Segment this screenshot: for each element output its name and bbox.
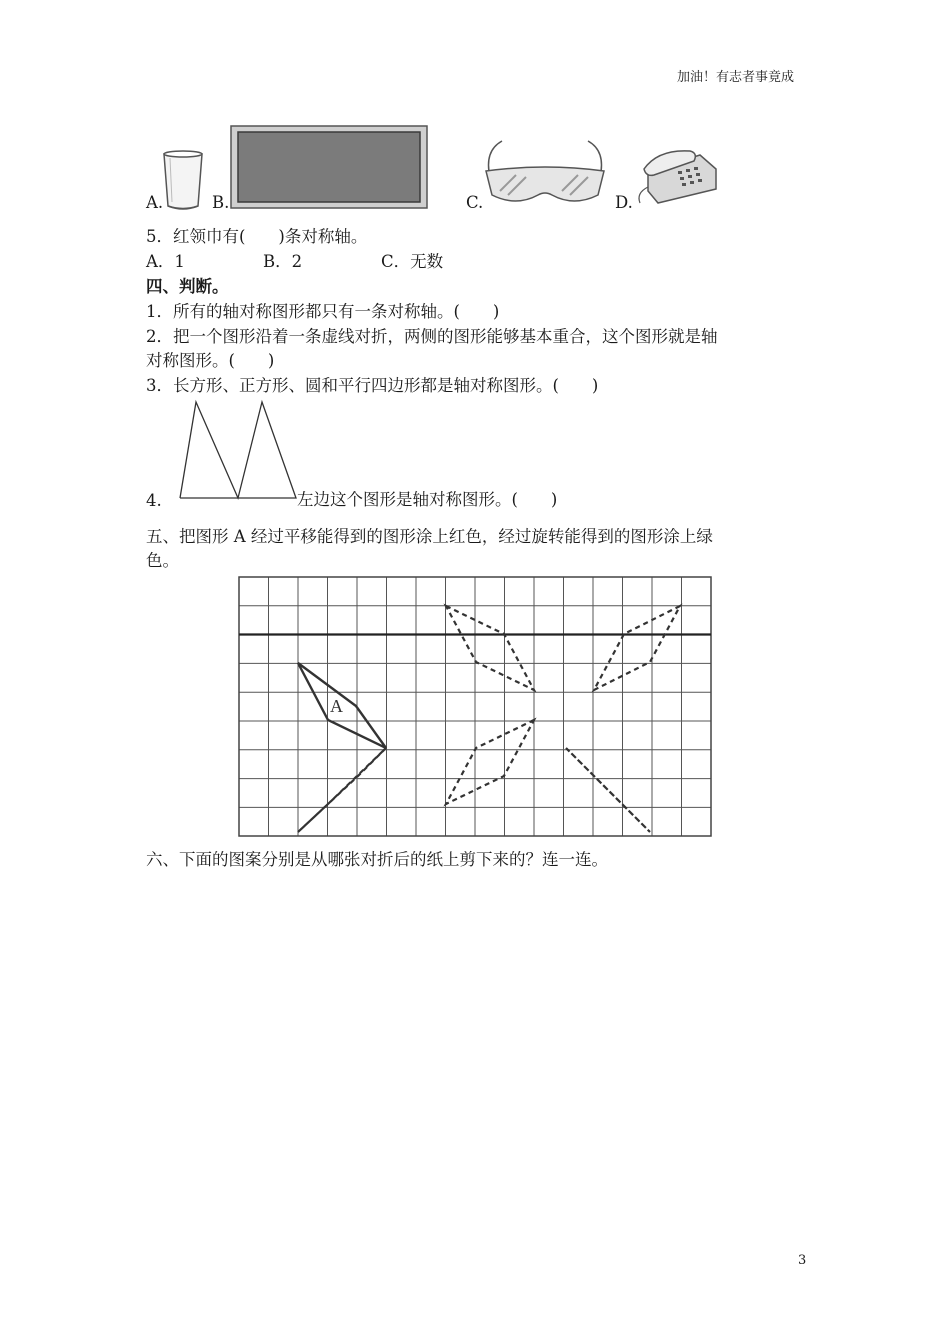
grid-lines xyxy=(239,577,711,836)
dashed-shape-4 xyxy=(446,720,534,804)
section4-item-3: 3．长方形、正方形、圆和平行四边形都是轴对称图形。( ) xyxy=(146,376,599,395)
section4-item-4-number: 4. xyxy=(146,491,162,510)
two-triangles-figure xyxy=(176,398,300,502)
page-number: 3 xyxy=(798,1253,807,1268)
sunglasses-image xyxy=(482,137,608,209)
option-a-label: A. xyxy=(146,193,164,212)
section6-title: 六、下面的图案分别是从哪张对折后的纸上剪下来的？连一连。 xyxy=(146,850,608,869)
dashed-shape-3 xyxy=(298,748,386,832)
glass-cup-image xyxy=(162,150,204,212)
q5-option-b: B．2 xyxy=(263,252,303,271)
section4-title: 四、判断。 xyxy=(146,277,229,296)
section4-item-2a: 2．把一个图形沿着一条虚线对折，两侧的图形能够基本重合，这个图形就是轴 xyxy=(146,327,718,346)
q5-option-c: C．无数 xyxy=(381,252,444,271)
telephone-image xyxy=(634,147,720,209)
section5-title-line2: 色。 xyxy=(146,551,179,570)
dashed-shape-2 xyxy=(594,606,680,690)
option-d-label: D. xyxy=(615,193,633,212)
blackboard-image xyxy=(230,125,428,209)
translation-rotation-grid xyxy=(238,576,712,837)
header-motto: 加油！有志者事竟成 xyxy=(677,70,795,85)
dashed-shape-5 xyxy=(566,748,650,832)
section4-item-1: 1．所有的轴对称图形都只有一条对称轴。( ) xyxy=(146,302,500,321)
q5-option-a: A．1 xyxy=(146,252,185,271)
section4-item-2b: 对称图形。( ) xyxy=(146,351,275,370)
option-b-label: B. xyxy=(212,193,230,212)
dashed-shape-1 xyxy=(446,606,534,690)
shape-a-label: A xyxy=(330,696,343,716)
section5-title-line1: 五、把图形 A 经过平移能得到的图形涂上红色，经过旋转能得到的图形涂上绿 xyxy=(146,527,713,546)
section4-item-4-text: 左边这个图形是轴对称图形。( ) xyxy=(297,490,558,509)
q5-question: 5．红领巾有( )条对称轴。 xyxy=(146,227,368,246)
option-c-label: C. xyxy=(466,193,484,212)
